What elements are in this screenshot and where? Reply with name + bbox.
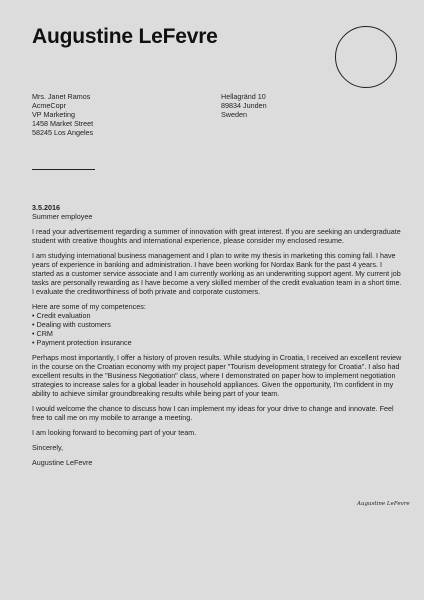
handwritten-signature: Augustine LeFevre xyxy=(357,501,410,507)
list-item: • Credit evaluation xyxy=(32,311,404,320)
recipient-line: VP Marketing xyxy=(32,110,76,119)
divider-rule xyxy=(32,169,95,170)
paragraph: I would welcome the chance to discuss how I can implement my ideas for your drive to change and innovate. Feel free to call me on my mobile to arrange a meeting. xyxy=(32,404,394,422)
list-item: • Payment protection insurance xyxy=(32,338,404,347)
list-item: • CRM xyxy=(32,329,404,338)
list-item: • Dealing with customers xyxy=(32,320,404,329)
recipient-line: 1458 Market Street xyxy=(32,119,94,128)
recipient-line: 58245 Los Angeles xyxy=(32,128,94,137)
sender-address xyxy=(221,92,267,119)
recipient-line: Mrs. Janet Ramos xyxy=(32,92,91,101)
competences-list xyxy=(32,311,404,347)
competences-section xyxy=(32,302,404,347)
applicant-name: Augustine LeFevre xyxy=(32,25,218,48)
letter-subject: Summer employee xyxy=(32,212,93,221)
competences-intro: Here are some of my competences: xyxy=(32,302,146,311)
paragraph: Perhaps most importantly, I offer a history of proven results. While studying in Croatia, I received an excellent review in the course on the Croatian economy with my project paper "Tourism development strategy for Croatia". I also had excellent results in the "Business Negotiation" class, where I demonstrated on paper how to implement negotiation strategies to increase sales for a global leader in household appliances. Given the opportunity, I'm confident in my ability to achieve similar groundbreaking results while being part of your team. xyxy=(32,353,402,398)
letter-body xyxy=(32,203,404,473)
profile-photo-placeholder xyxy=(335,26,397,88)
sender-line: 89834 Junden xyxy=(221,101,267,110)
paragraph: I read your advertisement regarding a summer of innovation with great interest. If you are seeking an undergraduate student with creative thoughts and international experience, please consider my enclosed resume. xyxy=(32,227,401,245)
paragraph: I am studying international business management and I plan to write my thesis in marketing this coming fall. I have years of experience in banking and administration. I have been working for Nordax Bank for the past 4 years. I started as a customer service associate and I am currently working as an underwriting support agent. My current job tasks are personally rewarding as I have become a very skilled member of the credit evaluation team in a short time. I evaluate the creditworthiness of both private and corporate customers. xyxy=(32,251,402,296)
signoff-name: Augustine LeFevre xyxy=(32,458,93,467)
sender-line: Hellagränd 10 xyxy=(221,92,266,101)
recipient-line: AcmeCopr xyxy=(32,101,66,110)
closing: Sincerely, xyxy=(32,443,64,452)
paragraph: I am looking forward to becoming part of your team. xyxy=(32,428,197,437)
sender-line: Sweden xyxy=(221,110,247,119)
letter-date: 3.5.2016 xyxy=(32,203,60,212)
recipient-address xyxy=(32,92,93,137)
